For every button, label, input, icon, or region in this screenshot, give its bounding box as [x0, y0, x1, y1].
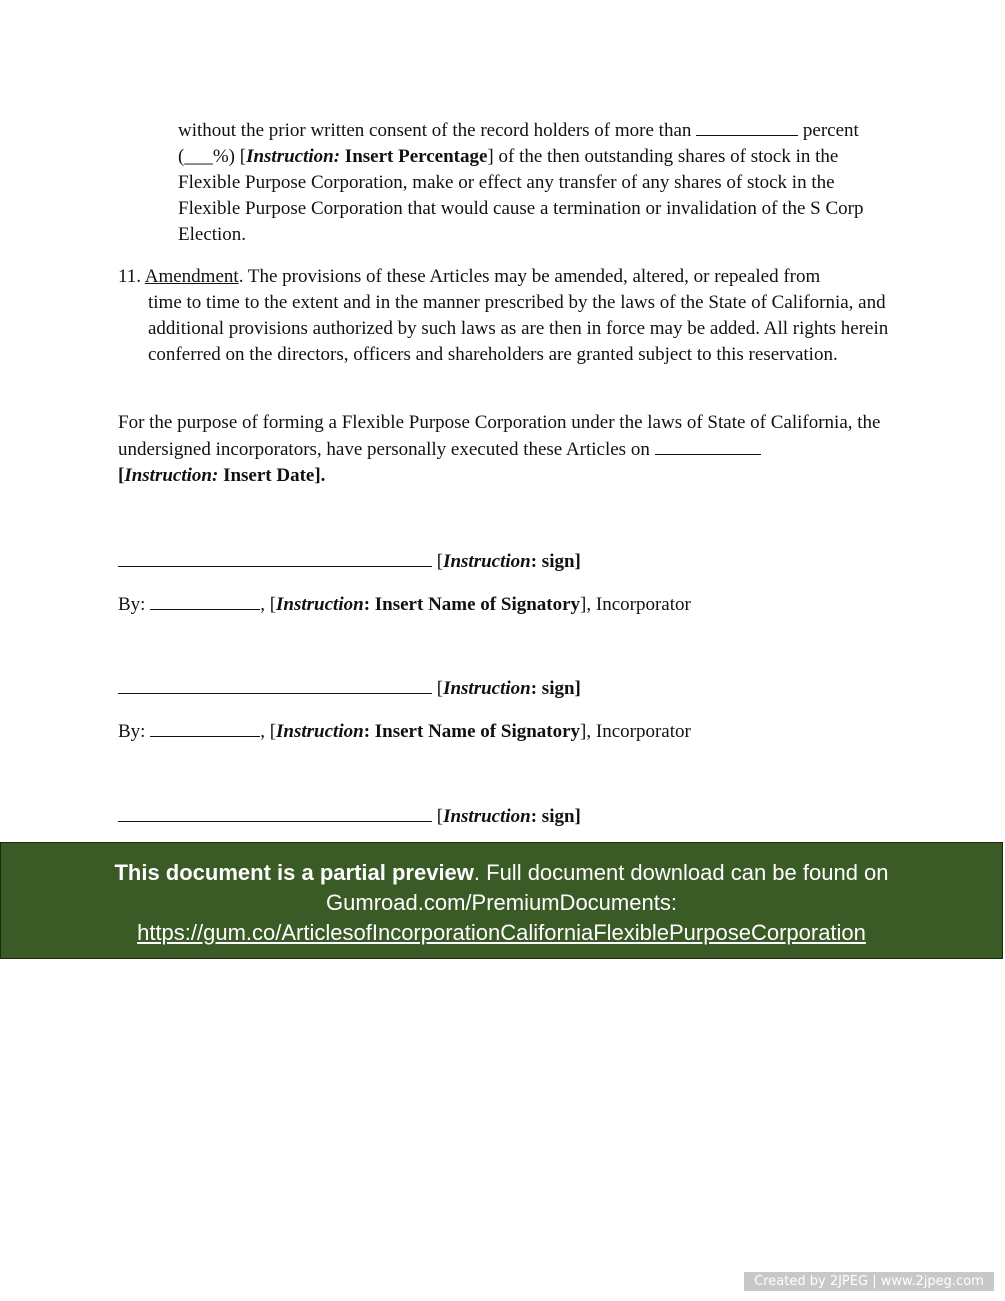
text: [: [118, 465, 125, 486]
instruction-text: : sign]: [530, 551, 581, 572]
text: ]: [487, 146, 494, 167]
instruction-label: Instruction: [443, 678, 531, 699]
text: of the then outstanding shares of stock in the Flexible Purpose Corporation, make or effect any transfer of any shares of stock in the Flexible Purpose Corporation that would cause a termination or invalidation of the S Corp Election.: [178, 146, 864, 245]
section-number: 11.: [118, 266, 142, 287]
text: . The provisions of these Articles may be amended, altered, or repealed from: [238, 266, 821, 287]
text: (___%) [: [178, 146, 247, 167]
text: For the purpose of forming a Flexible Purpose Corporation under the laws of State of California, the undersigned incorporators, have personally executed these Articles on: [118, 412, 881, 460]
instruction-text: : sign]: [530, 806, 581, 827]
instruction-label: Instruction:: [124, 465, 219, 486]
instruction-text: : Insert Name of Signatory: [363, 594, 581, 615]
text: time to time to the extent and in the manner prescribed by the laws of the State of California, and additional provisions authorized by such laws as are then in force may be added. All rights herein conferred on the directors, officers and shareholders are granted subject to this reservation.: [148, 292, 889, 365]
signature-line-1: [Instruction: sign]: [118, 548, 581, 575]
percent-blank: [696, 117, 798, 136]
section-11-amendment: [118, 264, 908, 368]
continuation-paragraph: [178, 117, 898, 248]
instruction-text: Insert Percentage: [340, 146, 488, 167]
text: ].: [314, 465, 326, 486]
banner-bold-text: This document is a partial preview: [114, 860, 474, 885]
instruction-text: : sign]: [530, 678, 581, 699]
instruction-text: Insert Date: [218, 465, 315, 486]
banner-text: . Full document download can be found on Gumroad.com/PremiumDocuments:: [326, 860, 889, 915]
signature-blank: [118, 803, 432, 822]
closing-paragraph: [118, 410, 908, 489]
instruction-text: : Insert Name of Signatory: [363, 721, 581, 742]
section-heading: Amendment: [144, 266, 239, 287]
signature-line-3: [Instruction: sign]: [118, 803, 581, 830]
instruction-label: Instruction: [276, 594, 364, 615]
download-link[interactable]: https://gum.co/ArticlesofIncorporationCaliforniaFlexiblePurposeCorporation: [137, 920, 866, 945]
signature-line-2: [Instruction: sign]: [118, 675, 581, 702]
signature-blank: [118, 548, 432, 567]
instruction-label: Instruction: [443, 551, 531, 572]
name-blank: [150, 718, 260, 737]
date-blank: [655, 436, 761, 455]
text: without the prior written consent of the record holders of more than: [178, 120, 697, 141]
preview-banner: [0, 842, 1003, 959]
instruction-label: Instruction: [443, 806, 531, 827]
signature-blank: [118, 675, 432, 694]
instruction-label: Instruction: [276, 721, 364, 742]
signatory-line-1: By: , [Instruction: Insert Name of Signatory], Incorporator: [118, 591, 691, 618]
signatory-line-2: By: , [Instruction: Insert Name of Signatory], Incorporator: [118, 718, 691, 745]
text: percent: [798, 120, 859, 141]
instruction-label: Instruction:: [246, 146, 341, 167]
watermark: Created by 2JPEG | www.2jpeg.com: [744, 1272, 994, 1291]
name-blank: [150, 591, 260, 610]
